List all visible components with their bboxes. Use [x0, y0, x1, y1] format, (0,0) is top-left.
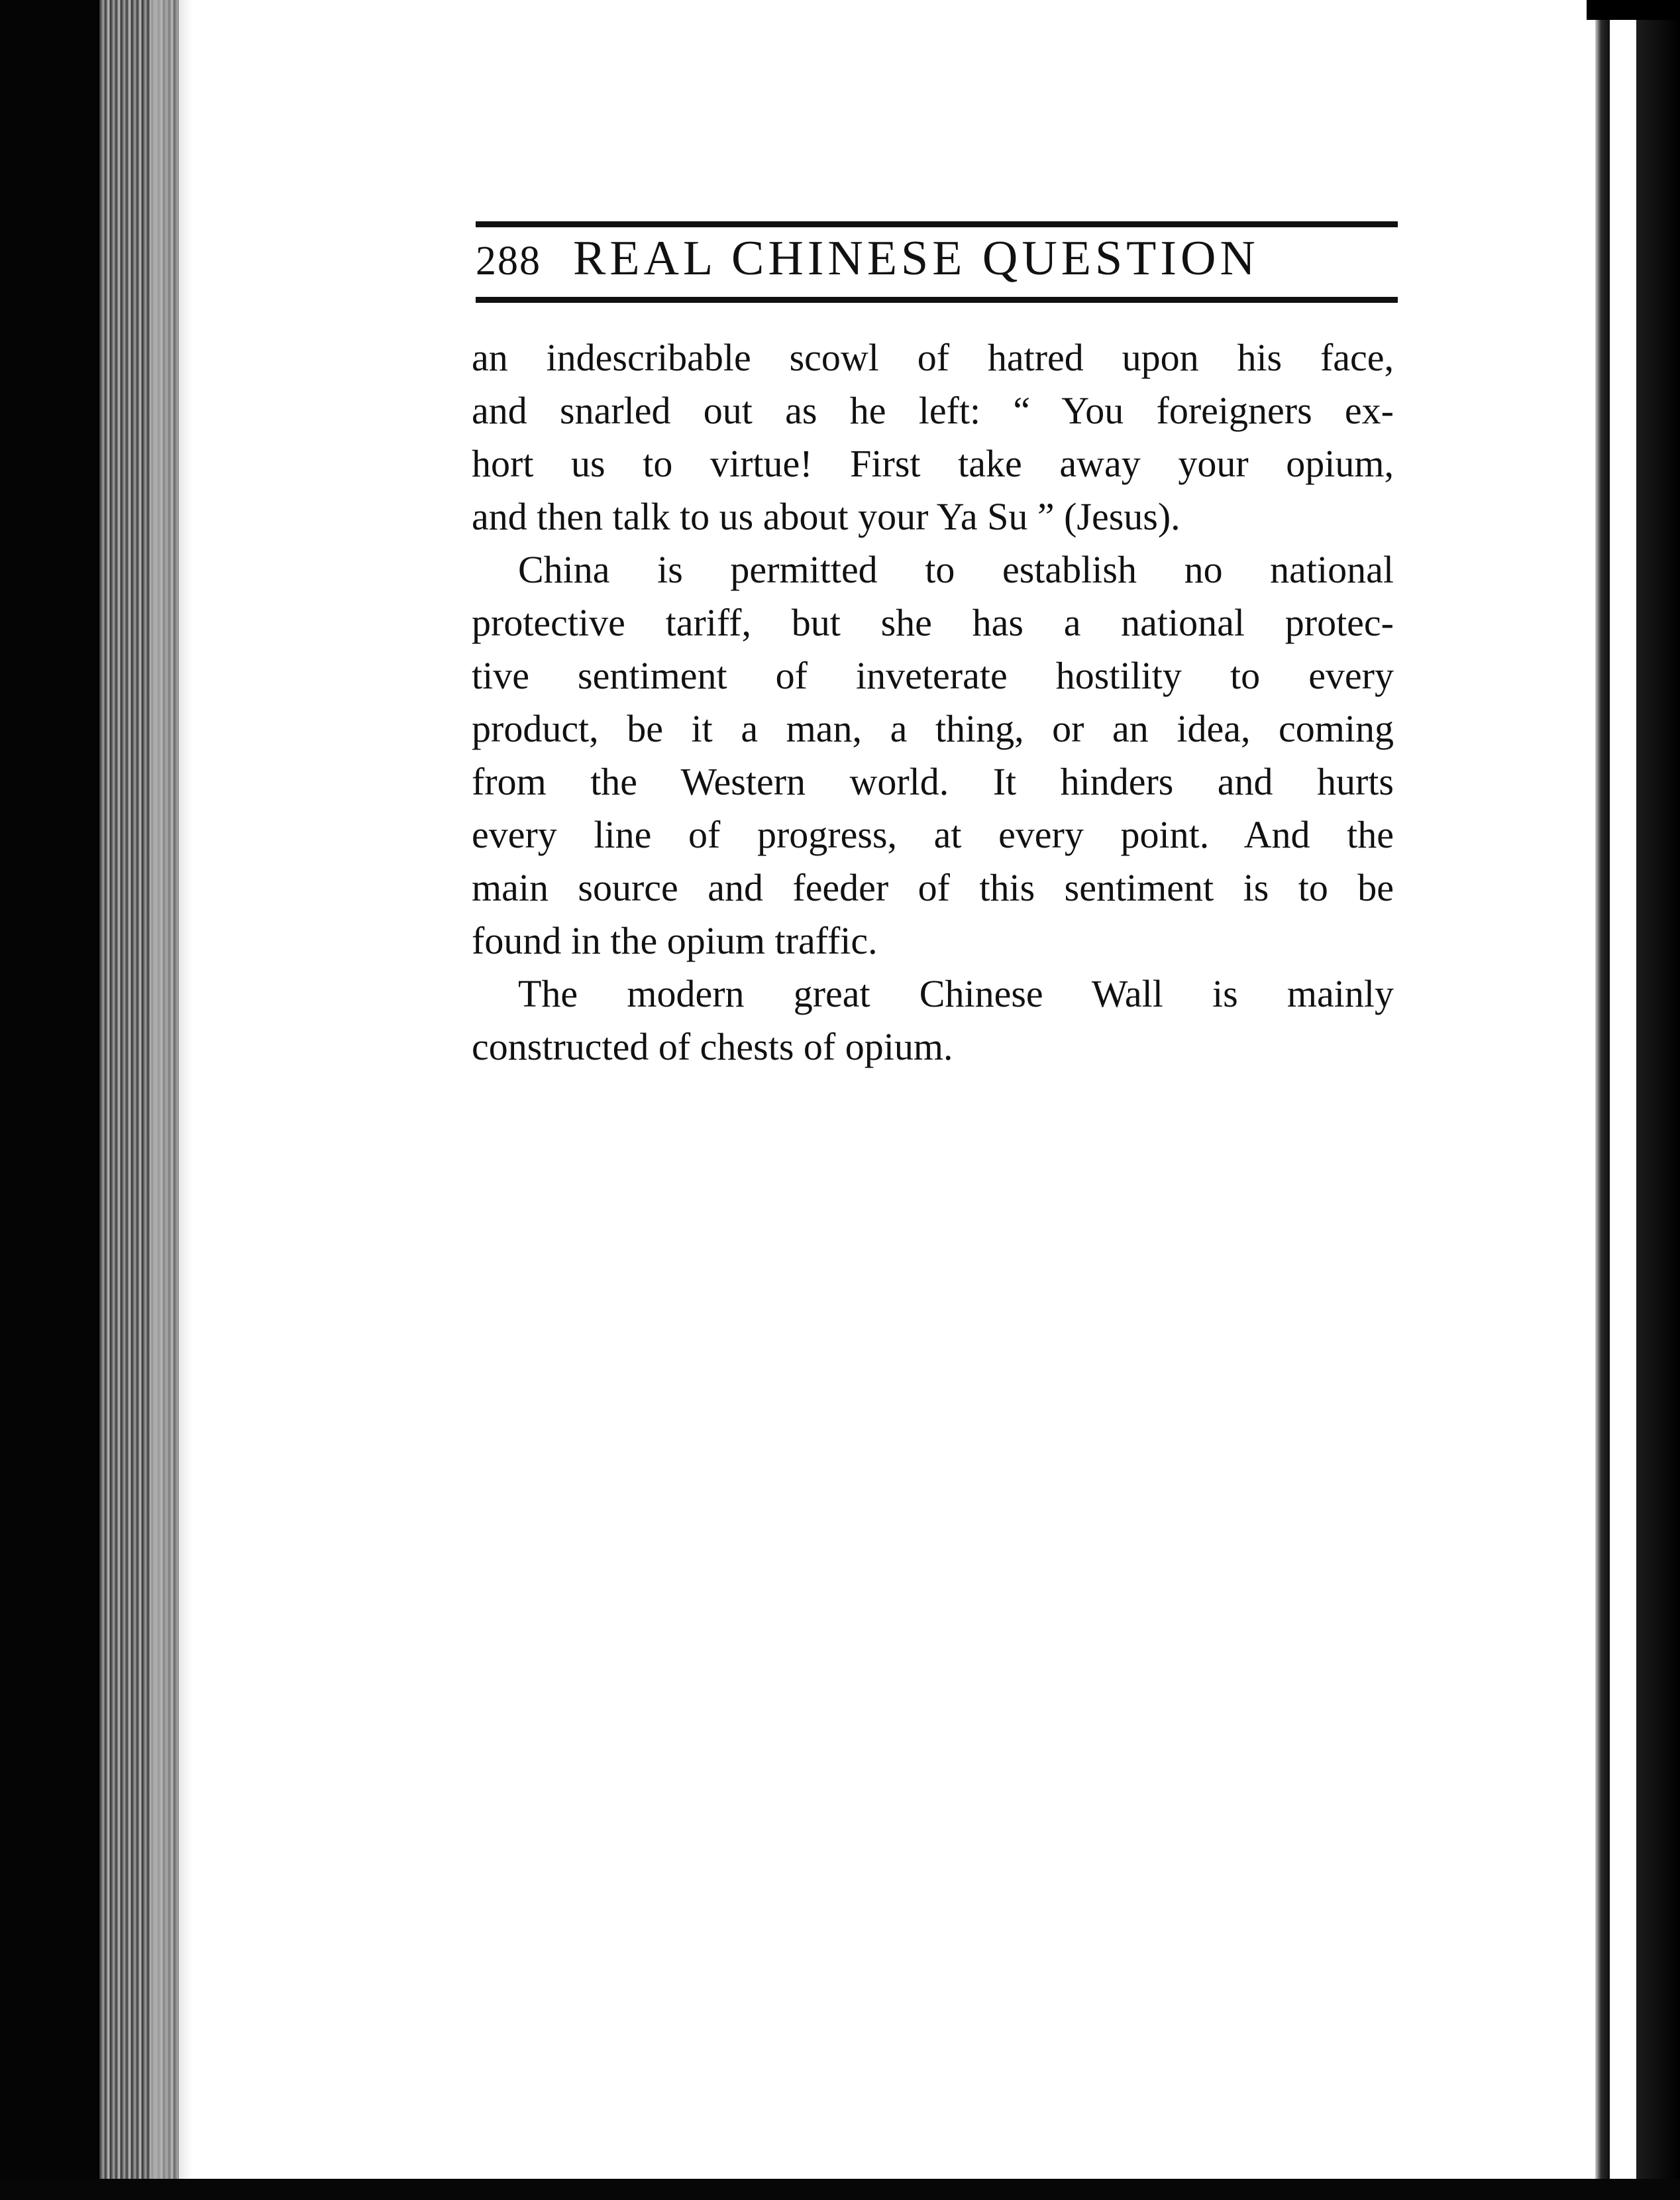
- paragraph-3: [472, 967, 1394, 1073]
- scanner-background: [0, 0, 99, 2200]
- text-line: and then talk to us about your Ya Su ” (Jesus).: [472, 495, 1181, 538]
- right-margin: [1610, 0, 1636, 2200]
- header-rule-top: [476, 221, 1398, 227]
- top-scanner-border: [1587, 0, 1680, 20]
- text-line: The modern great Chinese Wall is mainly: [518, 972, 1394, 1015]
- text-line: and snarled out as he left: “ You foreigners ex-: [472, 389, 1394, 432]
- right-scanner-border: [1636, 0, 1680, 2200]
- running-title: REAL CHINESE QUESTION: [573, 231, 1259, 286]
- text-line: tive sentiment of inveterate hostility to every: [472, 654, 1394, 697]
- text-line: every line of progress, at every point. And the: [472, 813, 1394, 856]
- text-line: from the Western world. It hinders and hurts: [472, 760, 1394, 803]
- text-line: constructed of chests of opium.: [472, 1025, 953, 1068]
- text-line: hort us to virtue! First take away your opium,: [472, 442, 1394, 485]
- page-gutter-shadow: [152, 0, 192, 2200]
- text-line: an indescribable scowl of hatred upon his face,: [472, 336, 1394, 379]
- paragraph-2: [472, 543, 1394, 967]
- header-rule-bottom: [476, 297, 1398, 303]
- text-line: China is permitted to establish no national: [518, 548, 1394, 591]
- text-line: found in the opium traffic.: [472, 919, 878, 962]
- page-number: 288: [476, 239, 541, 284]
- bottom-scanner-border: [0, 2179, 1680, 2200]
- running-head: [476, 231, 1398, 294]
- right-page-edge: [1595, 0, 1610, 2200]
- text-line: product, be it a man, a thing, or an idea, coming: [472, 707, 1394, 750]
- paragraph-1: [472, 331, 1394, 543]
- text-line: main source and feeder of this sentiment is to be: [472, 866, 1394, 909]
- text-line: protective tariff, but she has a national protec-: [472, 601, 1394, 644]
- body-text: [472, 331, 1394, 1073]
